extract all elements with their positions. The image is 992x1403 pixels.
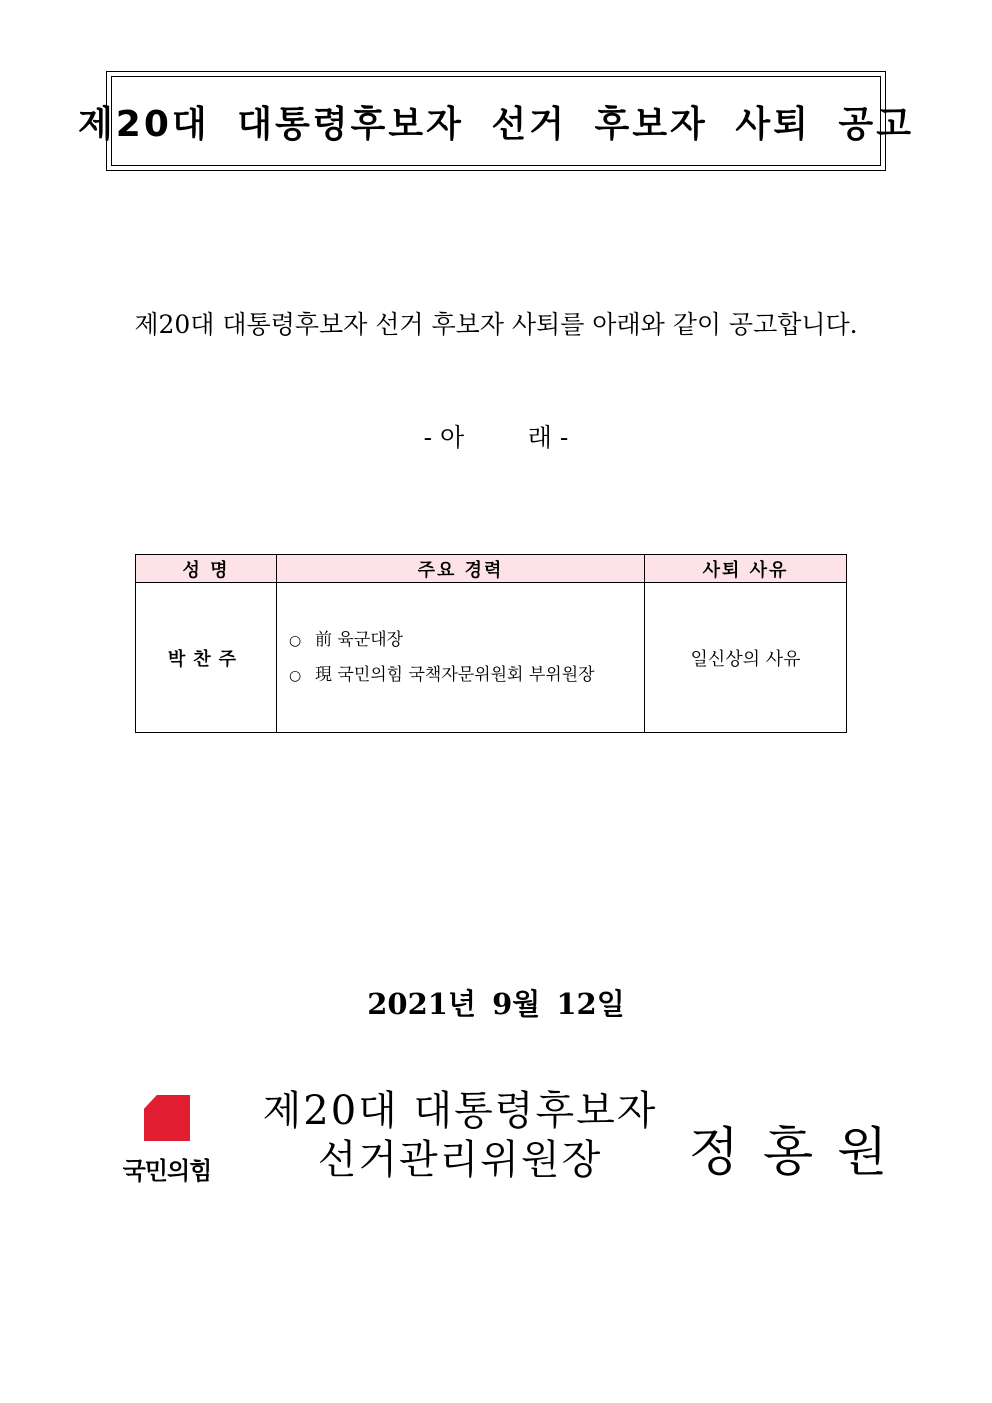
career-text: 現 국민의힘 국책자문위원회 부위원장	[315, 664, 595, 685]
career-item	[289, 658, 643, 693]
candidate-name: 박찬주	[136, 583, 277, 733]
chair-name: 정홍원	[688, 1123, 912, 1183]
committee-line-2: 선거관리위원장	[317, 1137, 603, 1183]
career-text: 前 육군대장	[315, 629, 404, 650]
header-career: 주요 경력	[277, 555, 645, 583]
header-reason: 사퇴 사유	[645, 555, 847, 583]
committee-line-1: 제20대 대통령후보자	[262, 1088, 658, 1134]
header-name: 성 명	[136, 555, 277, 583]
table-header-row	[136, 555, 847, 583]
below-heading: - 아 래 -	[423, 423, 569, 452]
notice-date: 2021년 9월 12일	[367, 987, 625, 1021]
party-logo	[110, 1095, 230, 1190]
committee-title	[250, 1087, 670, 1185]
bullet-icon: ○	[289, 632, 302, 649]
party-logo-mark-icon	[144, 1095, 190, 1141]
notice-title: 제20대 대통령후보자 선거 후보자 사퇴 공고	[78, 103, 914, 145]
intro-text: 제20대 대통령후보자 선거 후보자 사퇴를 아래와 같이 공고합니다.	[134, 310, 858, 339]
table-row	[136, 583, 847, 733]
career-cell	[277, 583, 645, 733]
title-box-inner	[78, 76, 914, 166]
career-item	[289, 623, 643, 658]
bullet-icon: ○	[289, 667, 302, 684]
title-box	[78, 71, 914, 171]
resignation-reason: 일신상의 사유	[645, 583, 847, 733]
party-logo-text: 국민의힘	[122, 1157, 212, 1185]
candidate-table	[135, 554, 847, 733]
